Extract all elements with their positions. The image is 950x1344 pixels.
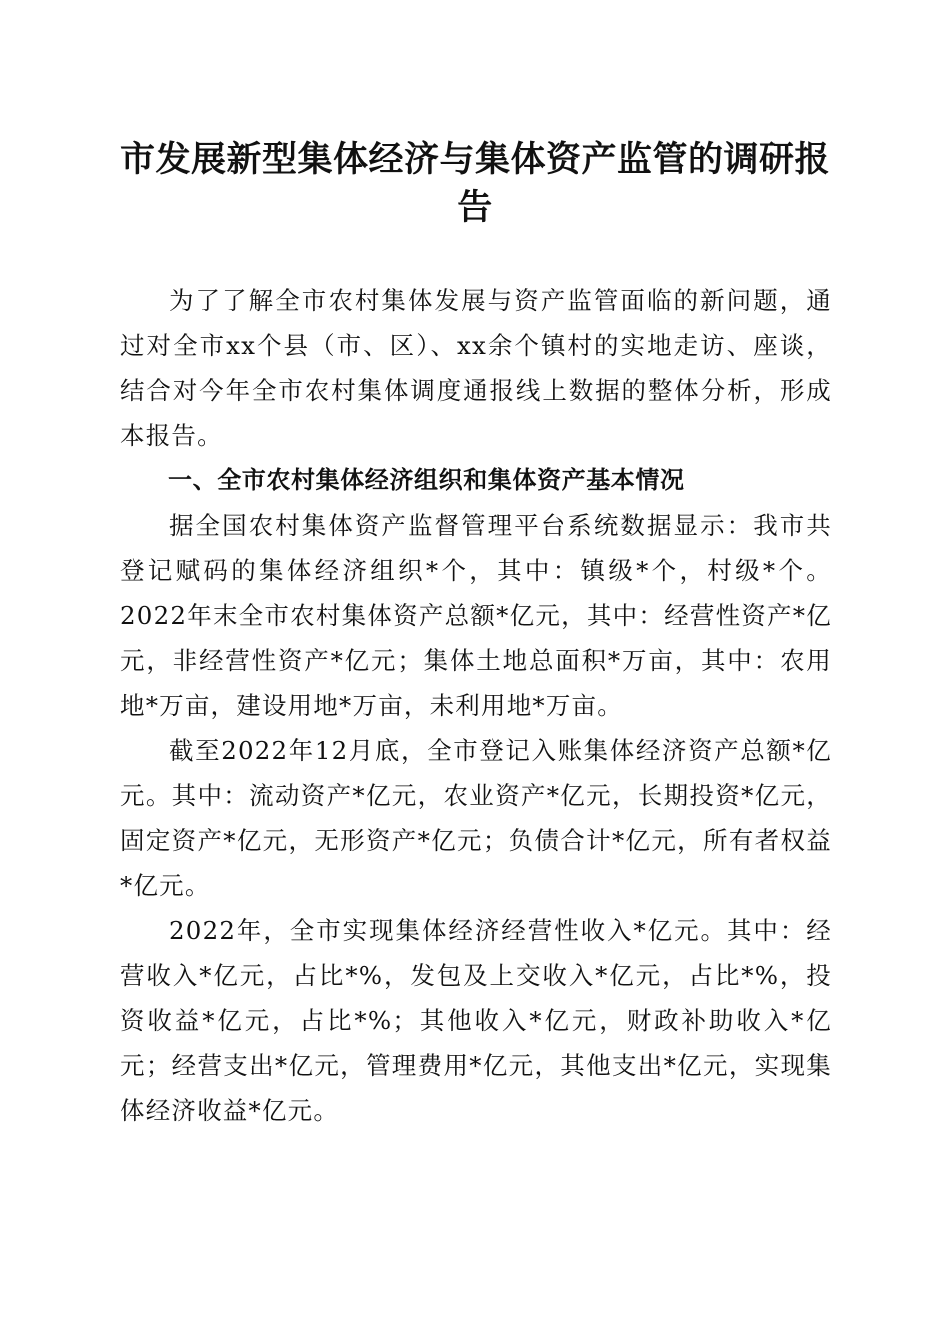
document-title: 市发展新型集体经济与集体资产监管的调研报告 xyxy=(119,139,830,228)
intro-paragraph: 为了了解全市农村集体发展与资产监管面临的新问题，通过对全市xx个县（市、区）、xx余个镇村的实地走访、座谈，结合对今年全市农村集体调度通报线上数据的整体分析，形成本报告。 xyxy=(120,286,832,450)
paragraph-asset-totals: 截至2022年12月底，全市登记入账集体经济资产总额*亿元。其中：流动资产*亿元，农业资产*亿元，长期投资*亿元，固定资产*亿元，无形资产*亿元；负债合计*亿元，所有者权益*亿元。 xyxy=(120,736,832,900)
document-body xyxy=(120,278,832,1133)
section-heading: 一、全市农村集体经济组织和集体资产基本情况 xyxy=(168,466,685,494)
paragraph-income: 2022年，全市实现集体经济经营性收入*亿元。其中：经营收入*亿元，占比*%，发包及上交收入*亿元，占比*%，投资收益*亿元，占比*%；其他收入*亿元，财政补助收入*亿元；经营支出*亿元，管理费用*亿元，其他支出*亿元，实现集体经济收益*亿元。 xyxy=(120,916,832,1125)
paragraph-platform-data: 据全国农村集体资产监督管理平台系统数据显示：我市共登记赋码的集体经济组织*个，其中：镇级*个，村级*个。2022年末全市农村集体资产总额*亿元，其中：经营性资产*亿元，非经营性资产*亿元；集体土地总面积*万亩，其中：农用地*万亩，建设用地*万亩，未利用地*万亩。 xyxy=(120,511,832,720)
